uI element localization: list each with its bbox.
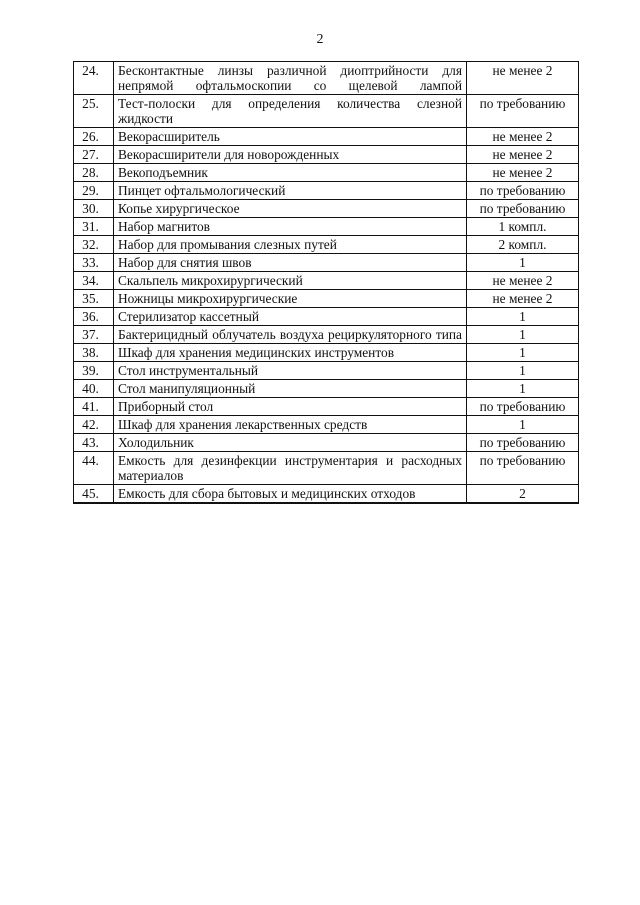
table-row: [74, 362, 579, 380]
table-row: [74, 308, 579, 326]
row-quantity: не менее 2: [467, 146, 579, 164]
row-number: 42.: [74, 416, 114, 434]
row-quantity: по требованию: [467, 200, 579, 218]
table-row: [74, 200, 579, 218]
row-item-name: Холодильник: [114, 434, 467, 452]
row-item-name: Емкость для дезинфекции инструментария и расходных материалов: [114, 452, 467, 485]
row-number: 45.: [74, 485, 114, 504]
table-row: [74, 164, 579, 182]
row-number: 31.: [74, 218, 114, 236]
row-quantity: не менее 2: [467, 272, 579, 290]
row-number: 39.: [74, 362, 114, 380]
table-row: [74, 416, 579, 434]
row-number: 26.: [74, 128, 114, 146]
row-item-name: Бактерицидный облучатель воздуха рециркуляторного типа: [114, 326, 467, 344]
equipment-table: [73, 61, 579, 504]
table-row: [74, 62, 579, 95]
row-item-name: Стол инструментальный: [114, 362, 467, 380]
row-quantity: 1: [467, 344, 579, 362]
row-quantity: 1: [467, 416, 579, 434]
row-number: 44.: [74, 452, 114, 485]
table-row: [74, 344, 579, 362]
table-row: [74, 398, 579, 416]
row-number: 43.: [74, 434, 114, 452]
row-number: 38.: [74, 344, 114, 362]
row-quantity: 1: [467, 326, 579, 344]
row-item-name: Векорасширители для новорожденных: [114, 146, 467, 164]
row-quantity: по требованию: [467, 452, 579, 485]
row-quantity: 1 компл.: [467, 218, 579, 236]
table-row: [74, 146, 579, 164]
row-item-name: Скальпель микрохирургический: [114, 272, 467, 290]
row-item-name: Набор для промывания слезных путей: [114, 236, 467, 254]
table-row: [74, 182, 579, 200]
row-number: 27.: [74, 146, 114, 164]
row-quantity: 1: [467, 380, 579, 398]
table-row: [74, 272, 579, 290]
row-number: 41.: [74, 398, 114, 416]
page-number: 2: [316, 32, 324, 47]
row-item-name: Векоподъемник: [114, 164, 467, 182]
equipment-table-body: [74, 62, 579, 504]
row-item-name: Векорасширитель: [114, 128, 467, 146]
table-row: [74, 452, 579, 485]
row-number: 29.: [74, 182, 114, 200]
row-item-name: Шкаф для хранения лекарственных средств: [114, 416, 467, 434]
row-quantity: по требованию: [467, 182, 579, 200]
row-quantity: по требованию: [467, 95, 579, 128]
row-quantity: по требованию: [467, 434, 579, 452]
row-number: 34.: [74, 272, 114, 290]
row-number: 30.: [74, 200, 114, 218]
row-item-name: Ножницы микрохирургические: [114, 290, 467, 308]
table-row: [74, 128, 579, 146]
row-item-name: Набор для снятия швов: [114, 254, 467, 272]
row-item-name: Набор магнитов: [114, 218, 467, 236]
row-quantity: 1: [467, 254, 579, 272]
row-number: 40.: [74, 380, 114, 398]
row-number: 24.: [74, 62, 114, 95]
table-row: [74, 485, 579, 504]
row-number: 36.: [74, 308, 114, 326]
row-quantity: не менее 2: [467, 62, 579, 95]
row-item-name: Бесконтактные линзы различной диоптрийности для непрямой офтальмоскопии со щелевой лампой: [114, 62, 467, 95]
table-row: [74, 95, 579, 128]
table-row: [74, 380, 579, 398]
row-item-name: Тест-полоски для определения количества слезной жидкости: [114, 95, 467, 128]
table-row: [74, 326, 579, 344]
row-item-name: Стерилизатор кассетный: [114, 308, 467, 326]
row-item-name: Копье хирургическое: [114, 200, 467, 218]
row-quantity: 1: [467, 308, 579, 326]
table-row: [74, 434, 579, 452]
table-row: [74, 218, 579, 236]
row-quantity: не менее 2: [467, 128, 579, 146]
row-item-name: Пинцет офтальмологический: [114, 182, 467, 200]
row-quantity: 1: [467, 362, 579, 380]
row-number: 25.: [74, 95, 114, 128]
row-item-name: Шкаф для хранения медицинских инструментов: [114, 344, 467, 362]
row-item-name: Приборный стол: [114, 398, 467, 416]
row-item-name: Емкость для сбора бытовых и медицинских отходов: [114, 485, 467, 504]
table-row: [74, 290, 579, 308]
row-number: 35.: [74, 290, 114, 308]
row-quantity: 2: [467, 485, 579, 504]
row-quantity: по требованию: [467, 398, 579, 416]
row-item-name: Стол манипуляционный: [114, 380, 467, 398]
row-quantity: 2 компл.: [467, 236, 579, 254]
row-quantity: не менее 2: [467, 164, 579, 182]
row-number: 37.: [74, 326, 114, 344]
row-quantity: не менее 2: [467, 290, 579, 308]
table-row: [74, 254, 579, 272]
row-number: 32.: [74, 236, 114, 254]
row-number: 33.: [74, 254, 114, 272]
row-number: 28.: [74, 164, 114, 182]
table-row: [74, 236, 579, 254]
